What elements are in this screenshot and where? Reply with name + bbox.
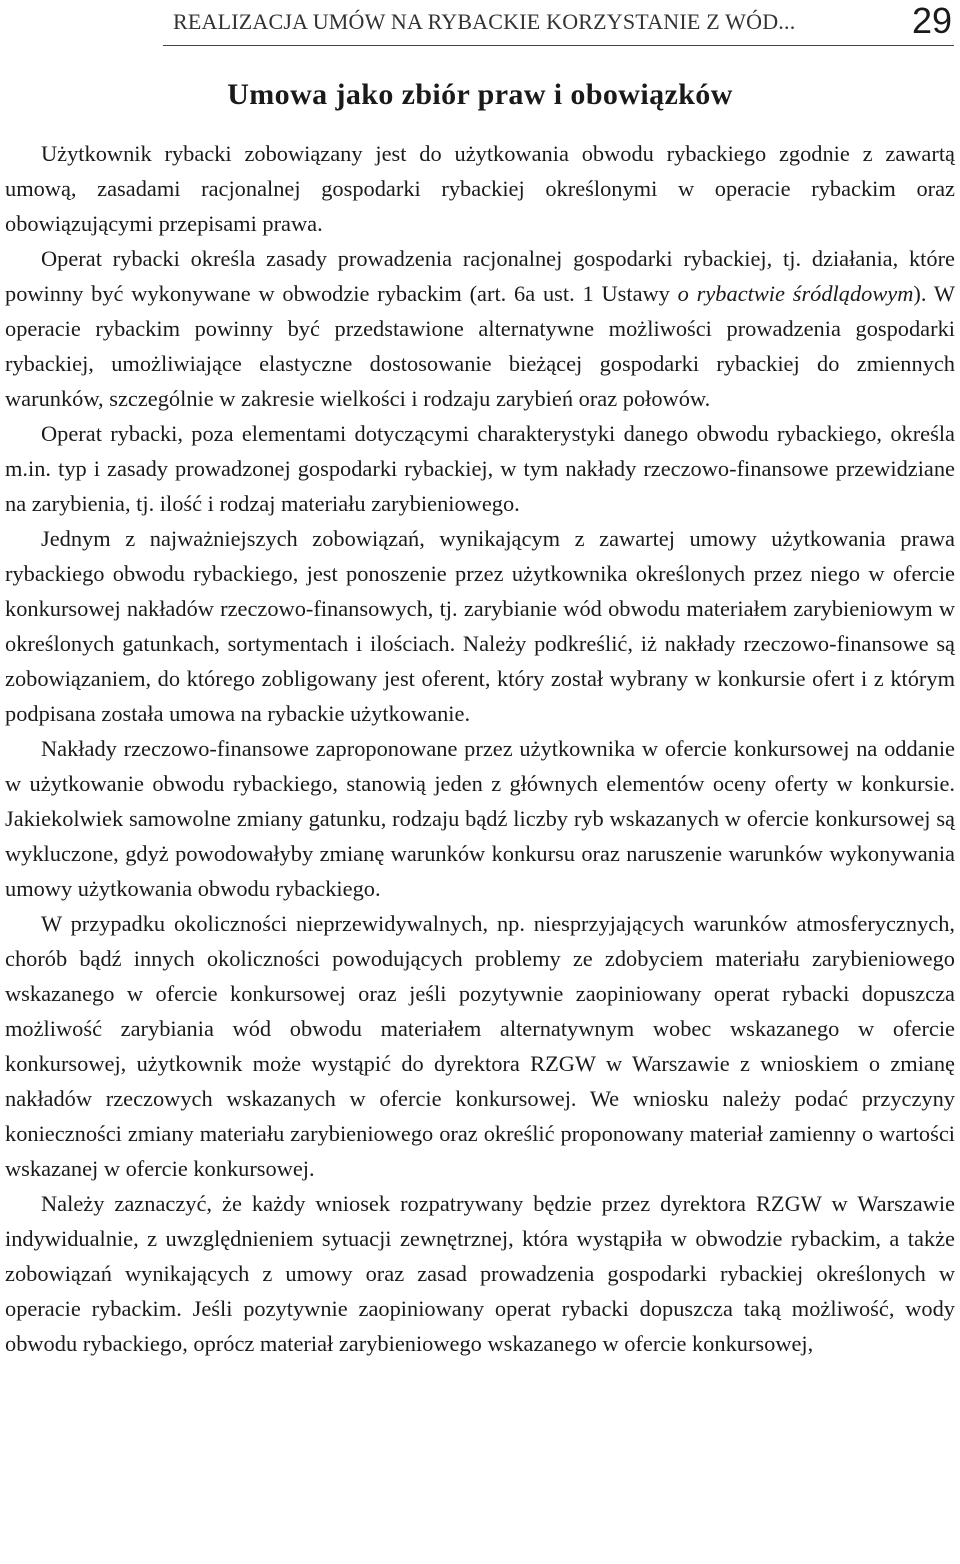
paragraph-7: Należy zaznaczyć, że każdy wniosek rozpatrywany będzie przez dyrektora RZGW w Warszawie indywidualnie, z uwzględnieniem sytuacji zewnętrznej, która wystąpiła w obwodzie rybackim, a także zobowiązań wynikających z umowy oraz zasad prowadzenia gospodarki rybackiej określonych w operacie rybackim. Jeśli pozytywnie zaopiniowany operat rybacki dopuszcza taką możliwość, wody obwodu rybackiego, oprócz materiał zarybieniowego wskazanego w ofercie konkursowej, bbox=[5, 1191, 955, 1356]
header-rule bbox=[163, 45, 954, 46]
paragraph-6: W przypadku okoliczności nieprzewidywalnych, np. niesprzyjających warunków atmosferycznych, chorób bądź innych okoliczności powodujących problemy ze zdobyciem materiału zarybieniowego wskazanego w ofercie konkursowej oraz jeśli pozytywnie zaopiniowany operat rybacki dopuszcza możliwość zarybiania wód obwodu materiałem alternatywnym wobec wskazanego w ofercie konkursowej, użytkownik może wystąpić do dyrektora RZGW w Warszawie z wnioskiem o zmianę nakładów rzeczowych wskazanych w ofercie konkursowej. We wniosku należy podać przyczyny konieczności zmiany materiału zarybieniowego oraz określić proponowany materiał zamienny o wartości wskazanej w ofercie konkursowej. bbox=[5, 911, 955, 1181]
paragraph-4: Jednym z najważniejszych zobowiązań, wynikającym z zawartej umowy użytkowania prawa rybackiego obwodu rybackiego, jest ponoszenie przez użytkownika określonych przez niego w ofercie konkursowej nakładów rzeczowo-finansowych, tj. zarybianie wód obwodu materiałem zarybieniowym w określonych gatunkach, sortymentach i ilościach. Należy podkreślić, iż nakłady rzeczowo-finansowe są zobowiązaniem, do którego zobligowany jest oferent, który został wybrany w konkursie ofert i z którym podpisana została umowa na rybackie użytkowanie. bbox=[5, 526, 955, 726]
running-title: REALIZACJA UMÓW NA RYBACKIE KORZYSTANIE Z WÓD... bbox=[173, 9, 796, 34]
paragraph-2 bbox=[5, 241, 955, 416]
paragraph-1: Użytkownik rybacki zobowiązany jest do użytkowania obwodu rybackiego zgodnie z zawartą umową, zasadami racjonalnej gospodarki rybackiej określonymi w operacie rybackim oraz obowiązującymi przepisami prawa. bbox=[5, 141, 955, 236]
page-number: 29 bbox=[911, 0, 952, 41]
paragraph-2-part-2: ). W operacie rybackim powinny być przedstawione alternatywne możliwości prowadzenia gospodarki rybackiej, umożliwiające elastyczne dostosowanie bieżącej gospodarki rybackiej do zmiennych warunków, szczególnie w zakresie wielkości i rodzaju zarybień oraz połowów. bbox=[5, 281, 955, 411]
paragraph-5: Nakłady rzeczowo-finansowe zaproponowane przez użytkownika w ofercie konkursowej na oddanie w użytkowanie obwodu rybackiego, stanowią jeden z głównych elementów oceny oferty w konkursie. Jakiekolwiek samowolne zmiany gatunku, rodzaju bądź liczby ryb wskazanych w ofercie konkursowej są wykluczone, gdyż powodowałyby zmianę warunków konkursu oraz naruszenie warunków wykonywania umowy użytkowania obwodu rybackiego. bbox=[5, 736, 955, 901]
act-title-italic: o rybactwie śródlądowym bbox=[677, 281, 914, 306]
body-text bbox=[5, 136, 955, 1361]
page-header bbox=[0, 0, 960, 46]
section-title: Umowa jako zbiór praw i obowiązków bbox=[227, 78, 733, 111]
paragraph-3: Operat rybacki, poza elementami dotyczącymi charakterystyki danego obwodu rybackiego, określa m.in. typ i zasady prowadzonej gospodarki rybackiej, w tym nakłady rzeczowo-finansowe przewidziane na zarybienia, tj. ilość i rodzaj materiału zarybieniowego. bbox=[5, 421, 955, 516]
paragraph-2-part-1: Operat rybacki określa zasady prowadzenia racjonalnej gospodarki rybackiej, tj. działania, które powinny być wykonywane w obwodzie rybackim (art. 6a ust. 1 Ustawy bbox=[5, 246, 955, 306]
